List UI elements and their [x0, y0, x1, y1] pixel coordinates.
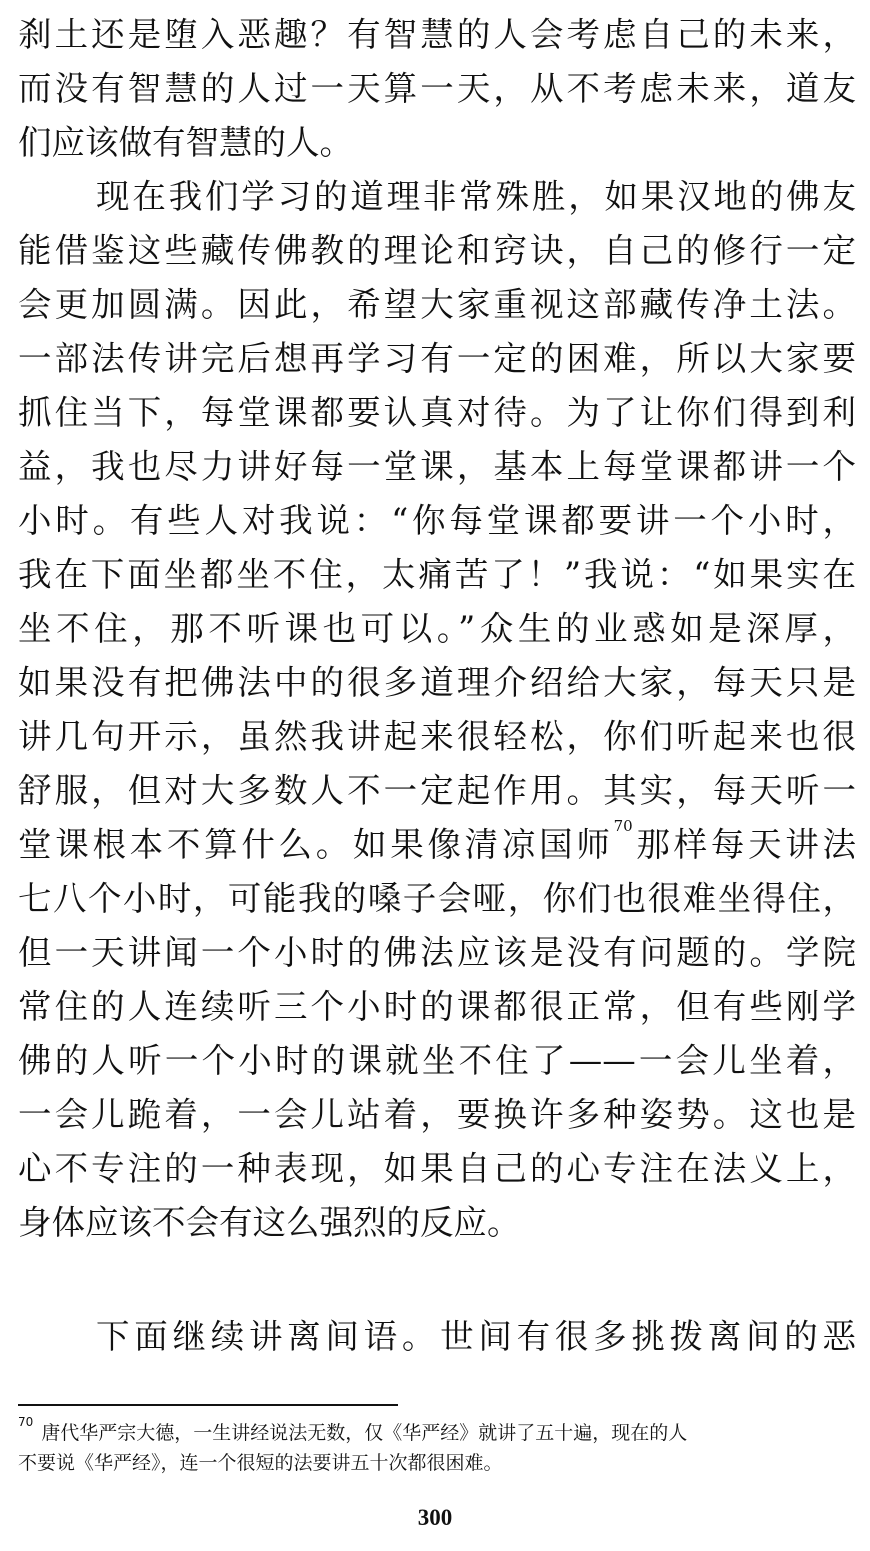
body-text-line: 能借鉴这些藏传佛教的理论和窍诀，自己的修行一定 — [18, 231, 856, 270]
body-text-line: 常住的人连续听三个小时的课都很正常，但有些刚学 — [18, 987, 856, 1026]
body-text-line: 小时。有些人对我说：“你每堂课都要讲一个小时， — [18, 501, 856, 540]
body-text-segment: 那样每天讲法 — [632, 825, 857, 864]
body-text-line: 我在下面坐都坐不住，太痛苦了！”我说：“如果实在 — [18, 555, 856, 594]
body-text-line: 心不专注的一种表现，如果自己的心专注在法义上， — [18, 1149, 856, 1188]
footnote-text: 不要说《华严经》，连一个很短的法要讲五十次都很困难。 — [18, 1452, 503, 1474]
body-text-line: 益，我也尽力讲好每一堂课，基本上每堂课都讲一个 — [18, 447, 856, 486]
body-text-line: 一会儿跪着，一会儿站着，要换许多种姿势。这也是 — [18, 1095, 856, 1134]
footnote-line — [18, 1415, 858, 1448]
body-text-line: 讲几句开示，虽然我讲起来很轻松，你们听起来也很 — [18, 717, 856, 756]
body-text-line: 抓住当下，每堂课都要认真对待。为了让你们得到利 — [18, 393, 856, 432]
footnote-text: 唐代华严宗大德，一生讲经说法无数，仅《华严经》就讲了五十遍，现在的人 — [41, 1422, 688, 1444]
paragraph-first-line: 现在我们学习的道理非常殊胜，如果汉地的佛友 — [96, 177, 856, 216]
body-text-line: 会更加圆满。因此，希望大家重视这部藏传净土法。 — [18, 285, 856, 324]
body-text-line: 们应该做有智慧的人。 — [18, 123, 353, 162]
body-text-line: 身体应该不会有这么强烈的反应。 — [18, 1203, 521, 1242]
body-text-line-with-footnote — [18, 818, 856, 872]
body-text-line: 坐不住，那不听课也可以。”众生的业惑如是深厚， — [18, 609, 856, 648]
footnote-reference: 70 — [613, 817, 633, 835]
body-text-segment: 堂课根本不算什么。如果像清凉国师 — [18, 825, 614, 864]
body-text-line: 而没有智慧的人过一天算一天，从不考虑未来，道友 — [18, 69, 856, 108]
body-text-line: 七八个小时，可能我的嗓子会哑，你们也很难坐得住， — [18, 879, 856, 918]
body-text-line: 一部法传讲完后想再学习有一定的困难，所以大家要 — [18, 339, 856, 378]
footnote-divider — [18, 1404, 398, 1406]
body-text-line: 刹土还是堕入恶趣？有智慧的人会考虑自己的未来， — [18, 15, 856, 54]
body-text-line: 但一天讲闻一个小时的佛法应该是没有问题的。学院 — [18, 933, 856, 972]
paragraph-first-line: 下面继续讲离间语。世间有很多挑拨离间的恶 — [96, 1317, 856, 1356]
body-text-line: 舒服，但对大多数人不一定起作用。其实，每天听一 — [18, 771, 856, 810]
page-number: 300 — [417, 1505, 453, 1530]
footnote-number: 70 — [18, 1415, 34, 1429]
body-text-line: 佛的人听一个小时的课就坐不住了——一会儿坐着， — [18, 1041, 856, 1080]
body-text-line: 如果没有把佛法中的很多道理介绍给大家，每天只是 — [18, 663, 856, 702]
